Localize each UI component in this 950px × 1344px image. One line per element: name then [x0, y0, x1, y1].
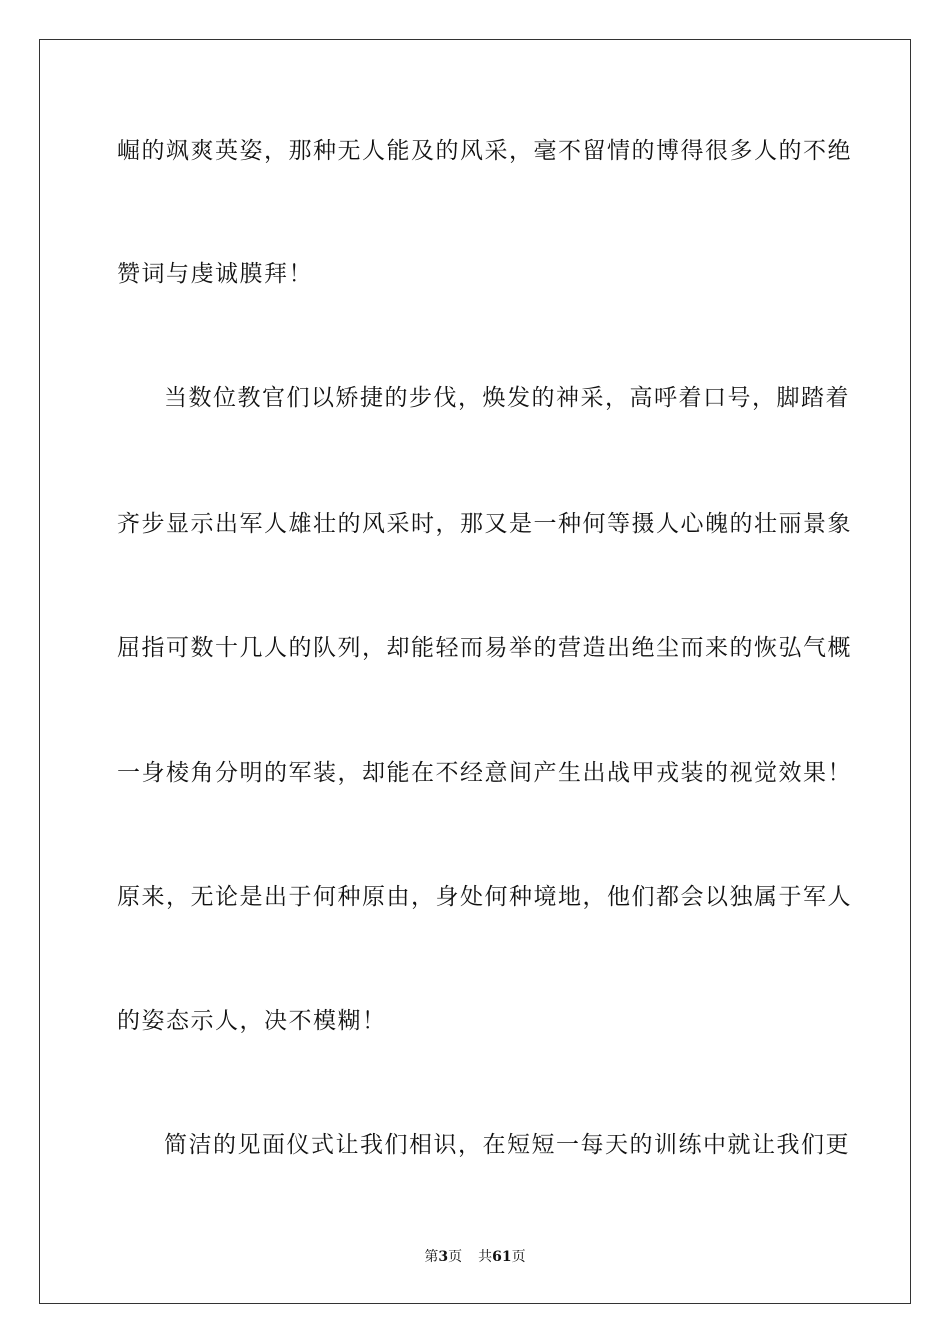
- total-pages: 61: [492, 1249, 512, 1265]
- page-number: 3: [438, 1249, 449, 1265]
- total-prefix: 共: [478, 1249, 493, 1265]
- text-line-2: 赞词与虔诚膜拜！: [117, 261, 313, 287]
- page-footer: [0, 1248, 950, 1266]
- page-suffix: 页: [448, 1249, 463, 1265]
- text-line-9: 简洁的见面仪式让我们相识，在短短一每天的训练中就让我们更: [164, 1132, 850, 1158]
- text-line-4: 齐步显示出军人雄壮的风采时，那又是一种何等摄人心魄的壮丽景象: [117, 511, 852, 537]
- text-line-7: 原来，无论是出于何种原由，身处何种境地，他们都会以独属于军人: [117, 884, 852, 910]
- text-line-6: 一身棱角分明的军装，却能在不经意间产生出战甲戎装的视觉效果！: [117, 760, 852, 786]
- text-line-1: 崛的飒爽英姿，那种无人能及的风采，毫不留情的博得很多人的不绝: [117, 138, 852, 164]
- page-border: [39, 39, 911, 1304]
- total-suffix: 页: [511, 1249, 526, 1265]
- page-prefix: 第: [424, 1249, 439, 1265]
- text-line-3: 当数位教官们以矫捷的步伐，焕发的神采，高呼着口号，脚踏着: [164, 385, 850, 411]
- text-line-5: 屈指可数十几人的队列，却能轻而易举的营造出绝尘而来的恢弘气概: [117, 635, 852, 661]
- text-line-8: 的姿态示人，决不模糊！: [117, 1008, 387, 1034]
